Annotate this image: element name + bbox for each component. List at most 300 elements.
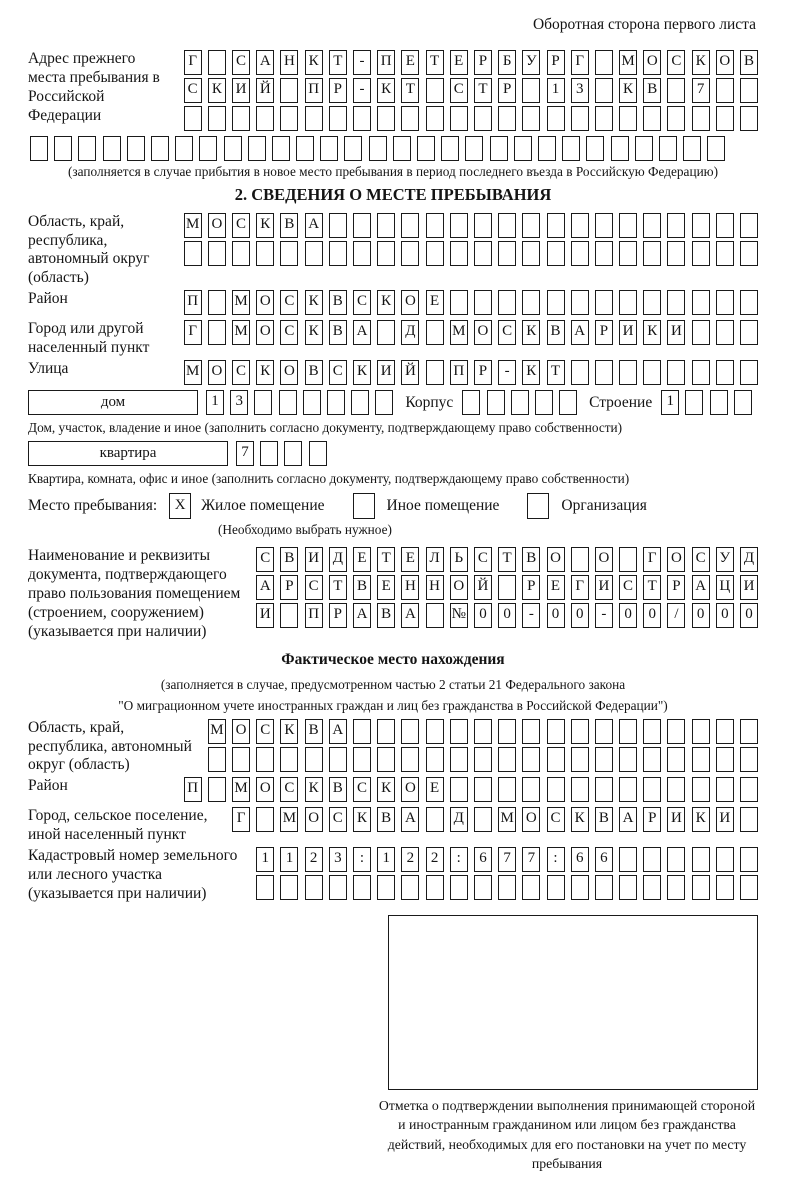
option-zhiloe-label: Жилое помещение (201, 497, 325, 515)
char-cell: Р (643, 807, 661, 832)
char-cell: О (716, 50, 734, 75)
char-cell: Д (401, 320, 419, 345)
char-cell (377, 875, 395, 900)
char-cell (619, 747, 637, 772)
char-cell (667, 106, 685, 131)
char-cell: У (522, 50, 540, 75)
char-cell (692, 320, 710, 345)
char-cell (716, 241, 734, 266)
char-cell: Е (353, 547, 371, 572)
char-cell: С (353, 777, 371, 802)
char-cell (667, 719, 685, 744)
char-cell: 0 (571, 603, 589, 628)
char-cell (450, 213, 468, 238)
char-cell: П (184, 290, 202, 315)
char-cell (595, 360, 613, 385)
char-cell (522, 290, 540, 315)
char-cell: С (692, 547, 710, 572)
char-cell: С (353, 290, 371, 315)
char-cell: С (667, 50, 685, 75)
char-cell (474, 213, 492, 238)
char-cell: О (643, 50, 661, 75)
char-cell (305, 241, 323, 266)
char-cell: О (208, 360, 226, 385)
char-cell (716, 875, 734, 900)
char-cell (441, 136, 459, 161)
char-cell: 6 (474, 847, 492, 872)
char-cell (232, 106, 250, 131)
char-cell (377, 106, 395, 131)
char-cell: И (619, 320, 637, 345)
fact-gorod-label: Город, сельское поселение, иной населенный пункт (28, 807, 208, 844)
char-cell: Е (547, 575, 565, 600)
char-cell: О (280, 360, 298, 385)
char-cell (667, 747, 685, 772)
char-cell (740, 78, 758, 103)
char-cell (692, 875, 710, 900)
field-prev-address (28, 50, 758, 134)
char-cell (329, 747, 347, 772)
char-cell: М (450, 320, 468, 345)
char-cell (619, 547, 637, 572)
char-cell (692, 360, 710, 385)
char-cell (401, 875, 419, 900)
char-cell: К (377, 290, 395, 315)
char-cell (740, 106, 758, 131)
char-cell (426, 807, 444, 832)
fact-gorod-row-1 (232, 807, 758, 832)
char-cell (716, 719, 734, 744)
char-cell (740, 241, 758, 266)
dom-caption: Дом, участок, владение и иное (заполнить согласно документу, подтверждающему право собственности) (28, 420, 623, 436)
char-cell (716, 320, 734, 345)
char-cell (351, 390, 369, 415)
char-cell (710, 390, 728, 415)
char-cell (716, 777, 734, 802)
char-cell (595, 719, 613, 744)
char-cell (595, 78, 613, 103)
char-cell: К (643, 320, 661, 345)
char-cell (401, 213, 419, 238)
char-cell (716, 747, 734, 772)
char-cell: Р (474, 50, 492, 75)
char-cell (103, 136, 121, 161)
char-cell (619, 875, 637, 900)
char-cell (426, 106, 444, 131)
char-cell (474, 290, 492, 315)
gorod-label: Город или другой населенный пункт (28, 320, 150, 357)
char-cell (692, 747, 710, 772)
char-cell: С (232, 213, 250, 238)
char-cell: С (619, 575, 637, 600)
char-cell (280, 875, 298, 900)
char-cell (248, 136, 266, 161)
char-cell (643, 106, 661, 131)
char-cell (426, 241, 444, 266)
char-cell: С (280, 320, 298, 345)
char-cell: С (280, 290, 298, 315)
char-cell: С (329, 360, 347, 385)
char-cell (522, 78, 540, 103)
char-cell (619, 847, 637, 872)
char-cell: 3 (329, 847, 347, 872)
raion-grid (184, 290, 758, 318)
char-cell: 7 (498, 847, 516, 872)
char-cell (522, 875, 540, 900)
char-cell (450, 106, 468, 131)
char-cell (280, 78, 298, 103)
char-cell: - (522, 603, 540, 628)
char-cell (284, 441, 302, 466)
oblast-label: Область, край, республика, автономный округ (область) (28, 212, 150, 287)
char-cell: У (716, 547, 734, 572)
char-cell: Д (740, 547, 758, 572)
char-cell (232, 241, 250, 266)
char-cell (595, 106, 613, 131)
fact-title: Фактическое место нахождения (281, 651, 505, 669)
char-cell: П (184, 777, 202, 802)
char-cell (272, 136, 290, 161)
char-cell: К (619, 78, 637, 103)
char-cell (643, 875, 661, 900)
char-cell (692, 777, 710, 802)
char-cell (692, 241, 710, 266)
ulitsa-row-1 (184, 360, 758, 385)
char-cell (426, 78, 444, 103)
char-cell: М (498, 807, 516, 832)
char-cell (184, 106, 202, 131)
char-cell: П (377, 50, 395, 75)
char-cell: М (280, 807, 298, 832)
char-cell (280, 106, 298, 131)
char-cell (377, 719, 395, 744)
char-cell: Р (280, 575, 298, 600)
char-cell: 0 (547, 603, 565, 628)
char-cell (571, 875, 589, 900)
char-cell: : (353, 847, 371, 872)
char-cell: И (305, 547, 323, 572)
field-fact-oblast (28, 719, 758, 776)
char-cell: К (208, 78, 226, 103)
char-cell (643, 290, 661, 315)
confirmation-mark-box (388, 915, 758, 1090)
fact-raion-row-1 (184, 777, 758, 802)
field-mesto-prebyvaniya (28, 493, 758, 519)
char-cell (571, 106, 589, 131)
char-cell: К (522, 360, 540, 385)
char-cell (740, 847, 758, 872)
prev-address-row-4 (30, 136, 758, 161)
char-cell (522, 719, 540, 744)
prev-address-row-1 (184, 50, 758, 75)
field-ulitsa (28, 360, 758, 388)
oblast-row-1 (184, 213, 758, 238)
char-cell (426, 320, 444, 345)
char-cell (547, 875, 565, 900)
char-cell (571, 241, 589, 266)
char-cell (667, 78, 685, 103)
page-header: Оборотная сторона первого листа (532, 16, 756, 33)
char-cell: С (329, 807, 347, 832)
char-cell: Т (498, 547, 516, 572)
char-cell: А (353, 603, 371, 628)
char-cell (692, 213, 710, 238)
stroenie-label: Строение (589, 394, 653, 412)
char-cell (619, 360, 637, 385)
fact-oblast-label: Область, край, республика, автономный округ (область) (28, 718, 192, 774)
char-cell: 6 (595, 847, 613, 872)
char-cell: И (595, 575, 613, 600)
char-cell (740, 320, 758, 345)
char-cell: И (667, 807, 685, 832)
char-cell (401, 719, 419, 744)
char-cell: И (377, 360, 395, 385)
char-cell (643, 747, 661, 772)
char-cell (643, 360, 661, 385)
char-cell (716, 106, 734, 131)
char-cell (254, 390, 272, 415)
char-cell: С (256, 547, 274, 572)
char-cell (401, 241, 419, 266)
char-cell (619, 241, 637, 266)
char-cell (659, 136, 677, 161)
doc-row-3 (256, 603, 758, 628)
char-cell: К (256, 360, 274, 385)
char-cell: Ц (716, 575, 734, 600)
char-cell: О (256, 320, 274, 345)
char-cell (571, 290, 589, 315)
char-cell: А (401, 807, 419, 832)
char-cell: Р (474, 360, 492, 385)
char-cell: А (619, 807, 637, 832)
field-oblast (28, 213, 758, 289)
char-cell (208, 777, 226, 802)
kvartira-caption: Квартира, комната, офис и иное (заполнить согласно документу, подтверждающему право собственности) (28, 470, 630, 486)
prev-address-grid (184, 50, 758, 134)
char-cell (175, 136, 193, 161)
char-cell (498, 241, 516, 266)
char-cell: : (450, 847, 468, 872)
char-cell (474, 875, 492, 900)
char-cell: А (692, 575, 710, 600)
ulitsa-grid (184, 360, 758, 388)
oblast-grid (184, 213, 758, 269)
char-cell: Н (426, 575, 444, 600)
char-cell (450, 719, 468, 744)
prev-address-label: Адрес прежнего места пребывания в Российской Федерации (28, 50, 160, 124)
gorod-grid (184, 320, 758, 348)
doc-row-2 (256, 575, 758, 600)
char-cell (716, 78, 734, 103)
char-cell: 7 (692, 78, 710, 103)
char-cell (498, 777, 516, 802)
char-cell (279, 390, 297, 415)
char-cell (256, 747, 274, 772)
char-cell (353, 747, 371, 772)
char-cell: О (208, 213, 226, 238)
kvartira-label-box: квартира (28, 441, 228, 466)
char-cell: К (571, 807, 589, 832)
char-cell: Е (426, 777, 444, 802)
char-cell (465, 136, 483, 161)
char-cell: Р (329, 603, 347, 628)
char-cell (377, 320, 395, 345)
char-cell: № (450, 603, 468, 628)
char-cell: 7 (236, 441, 254, 466)
char-cell (522, 213, 540, 238)
char-cell (320, 136, 338, 161)
char-cell (595, 50, 613, 75)
char-cell (740, 807, 758, 832)
char-cell (30, 136, 48, 161)
char-cell (199, 136, 217, 161)
confirmation-mark-note: Отметка о подтверждении выполнения принимающей стороной и иностранным гражданином или лицом без гражданства действий, необходимых для его постановки на учет по месту пребывания (378, 1098, 756, 1172)
char-cell: О (474, 320, 492, 345)
korpus-cells (462, 390, 577, 415)
char-cell: Н (280, 50, 298, 75)
char-cell (151, 136, 169, 161)
char-cell (498, 875, 516, 900)
char-cell: 0 (643, 603, 661, 628)
kadastr-label: Кадастровый номер земельного или лесного участка (указывается при наличии) (28, 847, 238, 902)
char-cell: Т (329, 50, 347, 75)
char-cell (562, 136, 580, 161)
mesto-choose-caption: (Необходимо выбрать нужное) (218, 522, 392, 538)
char-cell: 0 (619, 603, 637, 628)
char-cell (667, 875, 685, 900)
char-cell: - (498, 360, 516, 385)
char-cell: С (450, 78, 468, 103)
char-cell (522, 777, 540, 802)
char-cell (490, 136, 508, 161)
doc-row-1 (256, 547, 758, 572)
char-cell: 1 (661, 390, 679, 415)
char-cell (309, 441, 327, 466)
char-cell (643, 719, 661, 744)
char-cell: Р (595, 320, 613, 345)
char-cell: В (547, 320, 565, 345)
char-cell: М (232, 320, 250, 345)
char-cell: Л (426, 547, 444, 572)
char-cell: П (450, 360, 468, 385)
char-cell (256, 241, 274, 266)
fact-caption-1: (заполняется в случае, предусмотренном частью 2 статьи 21 Федерального закона (160, 677, 626, 693)
doc-grid (256, 547, 758, 631)
char-cell (538, 136, 556, 161)
char-cell (692, 719, 710, 744)
char-cell (498, 213, 516, 238)
char-cell: Р (667, 575, 685, 600)
char-cell: - (353, 50, 371, 75)
char-cell (595, 213, 613, 238)
fact-caption-2: "О миграционном учете иностранных граждан и лиц без гражданства в Российской Федерации") (118, 698, 668, 714)
char-cell: К (280, 719, 298, 744)
char-cell (369, 136, 387, 161)
char-cell (740, 777, 758, 802)
dom-label-box: дом (28, 390, 198, 415)
char-cell: В (329, 777, 347, 802)
char-cell (683, 136, 701, 161)
char-cell (667, 290, 685, 315)
char-cell: А (305, 213, 323, 238)
kadastr-grid (256, 847, 758, 903)
checkbox-organizatsiya (527, 493, 549, 519)
char-cell (667, 241, 685, 266)
char-cell (208, 290, 226, 315)
char-cell: 6 (571, 847, 589, 872)
char-cell: К (305, 777, 323, 802)
char-cell: О (256, 777, 274, 802)
char-cell (450, 241, 468, 266)
char-cell: К (377, 78, 395, 103)
char-cell (547, 106, 565, 131)
char-cell: Е (426, 290, 444, 315)
char-cell (377, 241, 395, 266)
char-cell (667, 777, 685, 802)
char-cell: М (619, 50, 637, 75)
char-cell (740, 747, 758, 772)
char-cell (353, 241, 371, 266)
char-cell (667, 847, 685, 872)
char-cell: В (522, 547, 540, 572)
char-cell: Р (498, 78, 516, 103)
char-cell (643, 847, 661, 872)
char-cell (740, 290, 758, 315)
char-cell: В (643, 78, 661, 103)
char-cell (667, 213, 685, 238)
char-cell (208, 747, 226, 772)
char-cell (208, 241, 226, 266)
field-kadastr (28, 847, 758, 907)
option-inoe-label: Иное помещение (386, 497, 500, 515)
char-cell (667, 360, 685, 385)
char-cell: К (353, 360, 371, 385)
char-cell: И (716, 807, 734, 832)
char-cell (450, 777, 468, 802)
char-cell (716, 290, 734, 315)
char-cell: 1 (206, 390, 224, 415)
char-cell: М (232, 777, 250, 802)
char-cell (498, 106, 516, 131)
char-cell: О (401, 777, 419, 802)
char-cell (127, 136, 145, 161)
char-cell (595, 875, 613, 900)
char-cell: Г (184, 50, 202, 75)
char-cell: В (305, 360, 323, 385)
char-cell (280, 603, 298, 628)
char-cell: Е (401, 547, 419, 572)
char-cell (547, 747, 565, 772)
raion-label: Район (28, 290, 68, 308)
char-cell (740, 719, 758, 744)
char-cell (498, 290, 516, 315)
char-cell: С (256, 719, 274, 744)
char-cell: П (305, 78, 323, 103)
char-cell (208, 50, 226, 75)
char-cell (619, 777, 637, 802)
char-cell: О (401, 290, 419, 315)
char-cell (547, 241, 565, 266)
char-cell: В (377, 603, 395, 628)
prev-address-caption: (заполняется в случае прибытия в новое место пребывания в период последнего въезда в Российскую Федерацию) (67, 164, 719, 179)
char-cell: К (256, 213, 274, 238)
raion-row-1 (184, 290, 758, 315)
char-cell (474, 241, 492, 266)
char-cell: 1 (256, 847, 274, 872)
fact-oblast-grid (208, 719, 758, 775)
char-cell (426, 213, 444, 238)
ulitsa-label: Улица (28, 360, 69, 378)
